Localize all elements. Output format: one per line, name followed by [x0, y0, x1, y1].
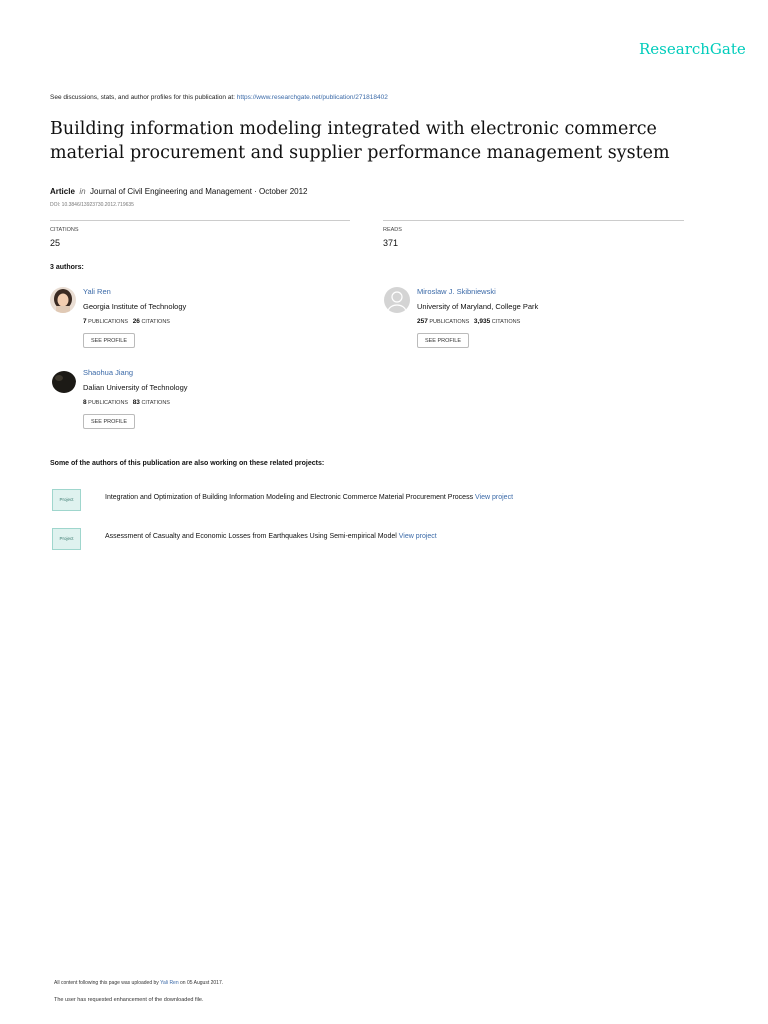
publication-title: Building information modeling integrated with electronic commerce material procurement and supplier performance management system — [50, 119, 670, 163]
project-title: Integration and Optimization of Building Information Modeling and Electronic Commerce Material Procurement Process — [105, 494, 476, 501]
author-photo-icon — [50, 368, 76, 394]
project-icon: Project — [52, 489, 81, 511]
author-publications-count: 8 — [83, 399, 87, 406]
reads-divider — [383, 220, 684, 221]
author-publications-count: 257 — [417, 318, 428, 325]
author-publications-count: 7 — [83, 318, 87, 325]
authors-heading: 3 authors: — [50, 264, 84, 271]
journal-info: Journal of Civil Engineering and Management · October 2012 — [90, 187, 308, 196]
doi: DOI: 10.3846/13923730.2012.719635 — [50, 202, 134, 208]
citations-divider — [50, 220, 350, 221]
upload-prefix: All content following this page was uploaded by — [54, 980, 161, 986]
project-icon: Project — [52, 528, 81, 550]
researchgate-logo[interactable]: ResearchGate — [639, 40, 746, 58]
author-card — [50, 368, 350, 433]
author-institution: University of Maryland, College Park — [417, 302, 539, 311]
author-publications-label: PUBLICATIONS — [88, 319, 129, 325]
author-citations-label: CITATIONS — [141, 319, 170, 325]
author-avatar[interactable] — [50, 368, 76, 394]
upload-note — [54, 980, 223, 986]
publication-url-link[interactable]: https://www.researchgate.net/publication/271818402 — [236, 94, 388, 101]
upload-suffix: on 05 August 2017. — [178, 980, 224, 986]
author-citations-count: 3,935 — [473, 318, 491, 325]
publication-type: Article — [50, 187, 75, 196]
project-title: Assessment of Casualty and Economic Losses from Earthquakes Using Semi-empirical Model — [105, 533, 399, 540]
author-photo-icon — [50, 287, 76, 313]
author-citations-label: CITATIONS — [141, 400, 170, 406]
author-name-link[interactable]: Miroslaw J. Skibniewski — [417, 287, 496, 296]
author-avatar[interactable] — [384, 287, 410, 313]
author-institution: Georgia Institute of Technology — [83, 302, 187, 311]
in-word: in — [79, 187, 86, 196]
default-avatar-icon — [384, 287, 410, 313]
author-citations-count: 83 — [132, 399, 140, 406]
see-profile-button[interactable]: SEE PROFILE — [83, 333, 135, 348]
author-citations-count: 26 — [132, 318, 140, 325]
author-publications-label: PUBLICATIONS — [88, 400, 129, 406]
author-stats — [417, 318, 520, 325]
author-avatar[interactable] — [50, 287, 76, 313]
related-projects-heading: Some of the authors of this publication are also working on these related projects: — [50, 460, 325, 467]
see-discussions-text: See discussions, stats, and author profiles for this publication at: — [50, 94, 237, 101]
reads-value: 371 — [383, 238, 399, 248]
author-name-link[interactable]: Yali Ren — [83, 287, 111, 296]
publication-meta — [50, 187, 308, 196]
citations-value: 25 — [50, 238, 61, 248]
author-institution: Dalian University of Technology — [83, 383, 188, 392]
uploader-link[interactable]: Yali Ren — [160, 980, 179, 986]
author-name-link[interactable]: Shaohua Jiang — [83, 368, 134, 377]
citations-label: CITATIONS — [50, 227, 79, 233]
author-citations-label: CITATIONS — [491, 319, 521, 325]
project-item — [105, 494, 513, 501]
author-stats — [83, 318, 170, 325]
see-profile-button[interactable]: SEE PROFILE — [417, 333, 469, 348]
enhancement-note: The user has requested enhancement of the downloaded file. — [54, 997, 204, 1003]
author-publications-label: PUBLICATIONS — [429, 319, 470, 325]
view-project-link[interactable]: View project — [398, 533, 437, 540]
see-profile-button[interactable]: SEE PROFILE — [83, 414, 135, 429]
author-card — [384, 287, 684, 352]
project-item — [105, 533, 437, 540]
author-stats — [83, 399, 170, 406]
reads-label: READS — [383, 227, 402, 233]
see-discussions-line — [50, 94, 388, 101]
view-project-link[interactable]: View project — [475, 494, 514, 501]
author-card — [50, 287, 350, 352]
